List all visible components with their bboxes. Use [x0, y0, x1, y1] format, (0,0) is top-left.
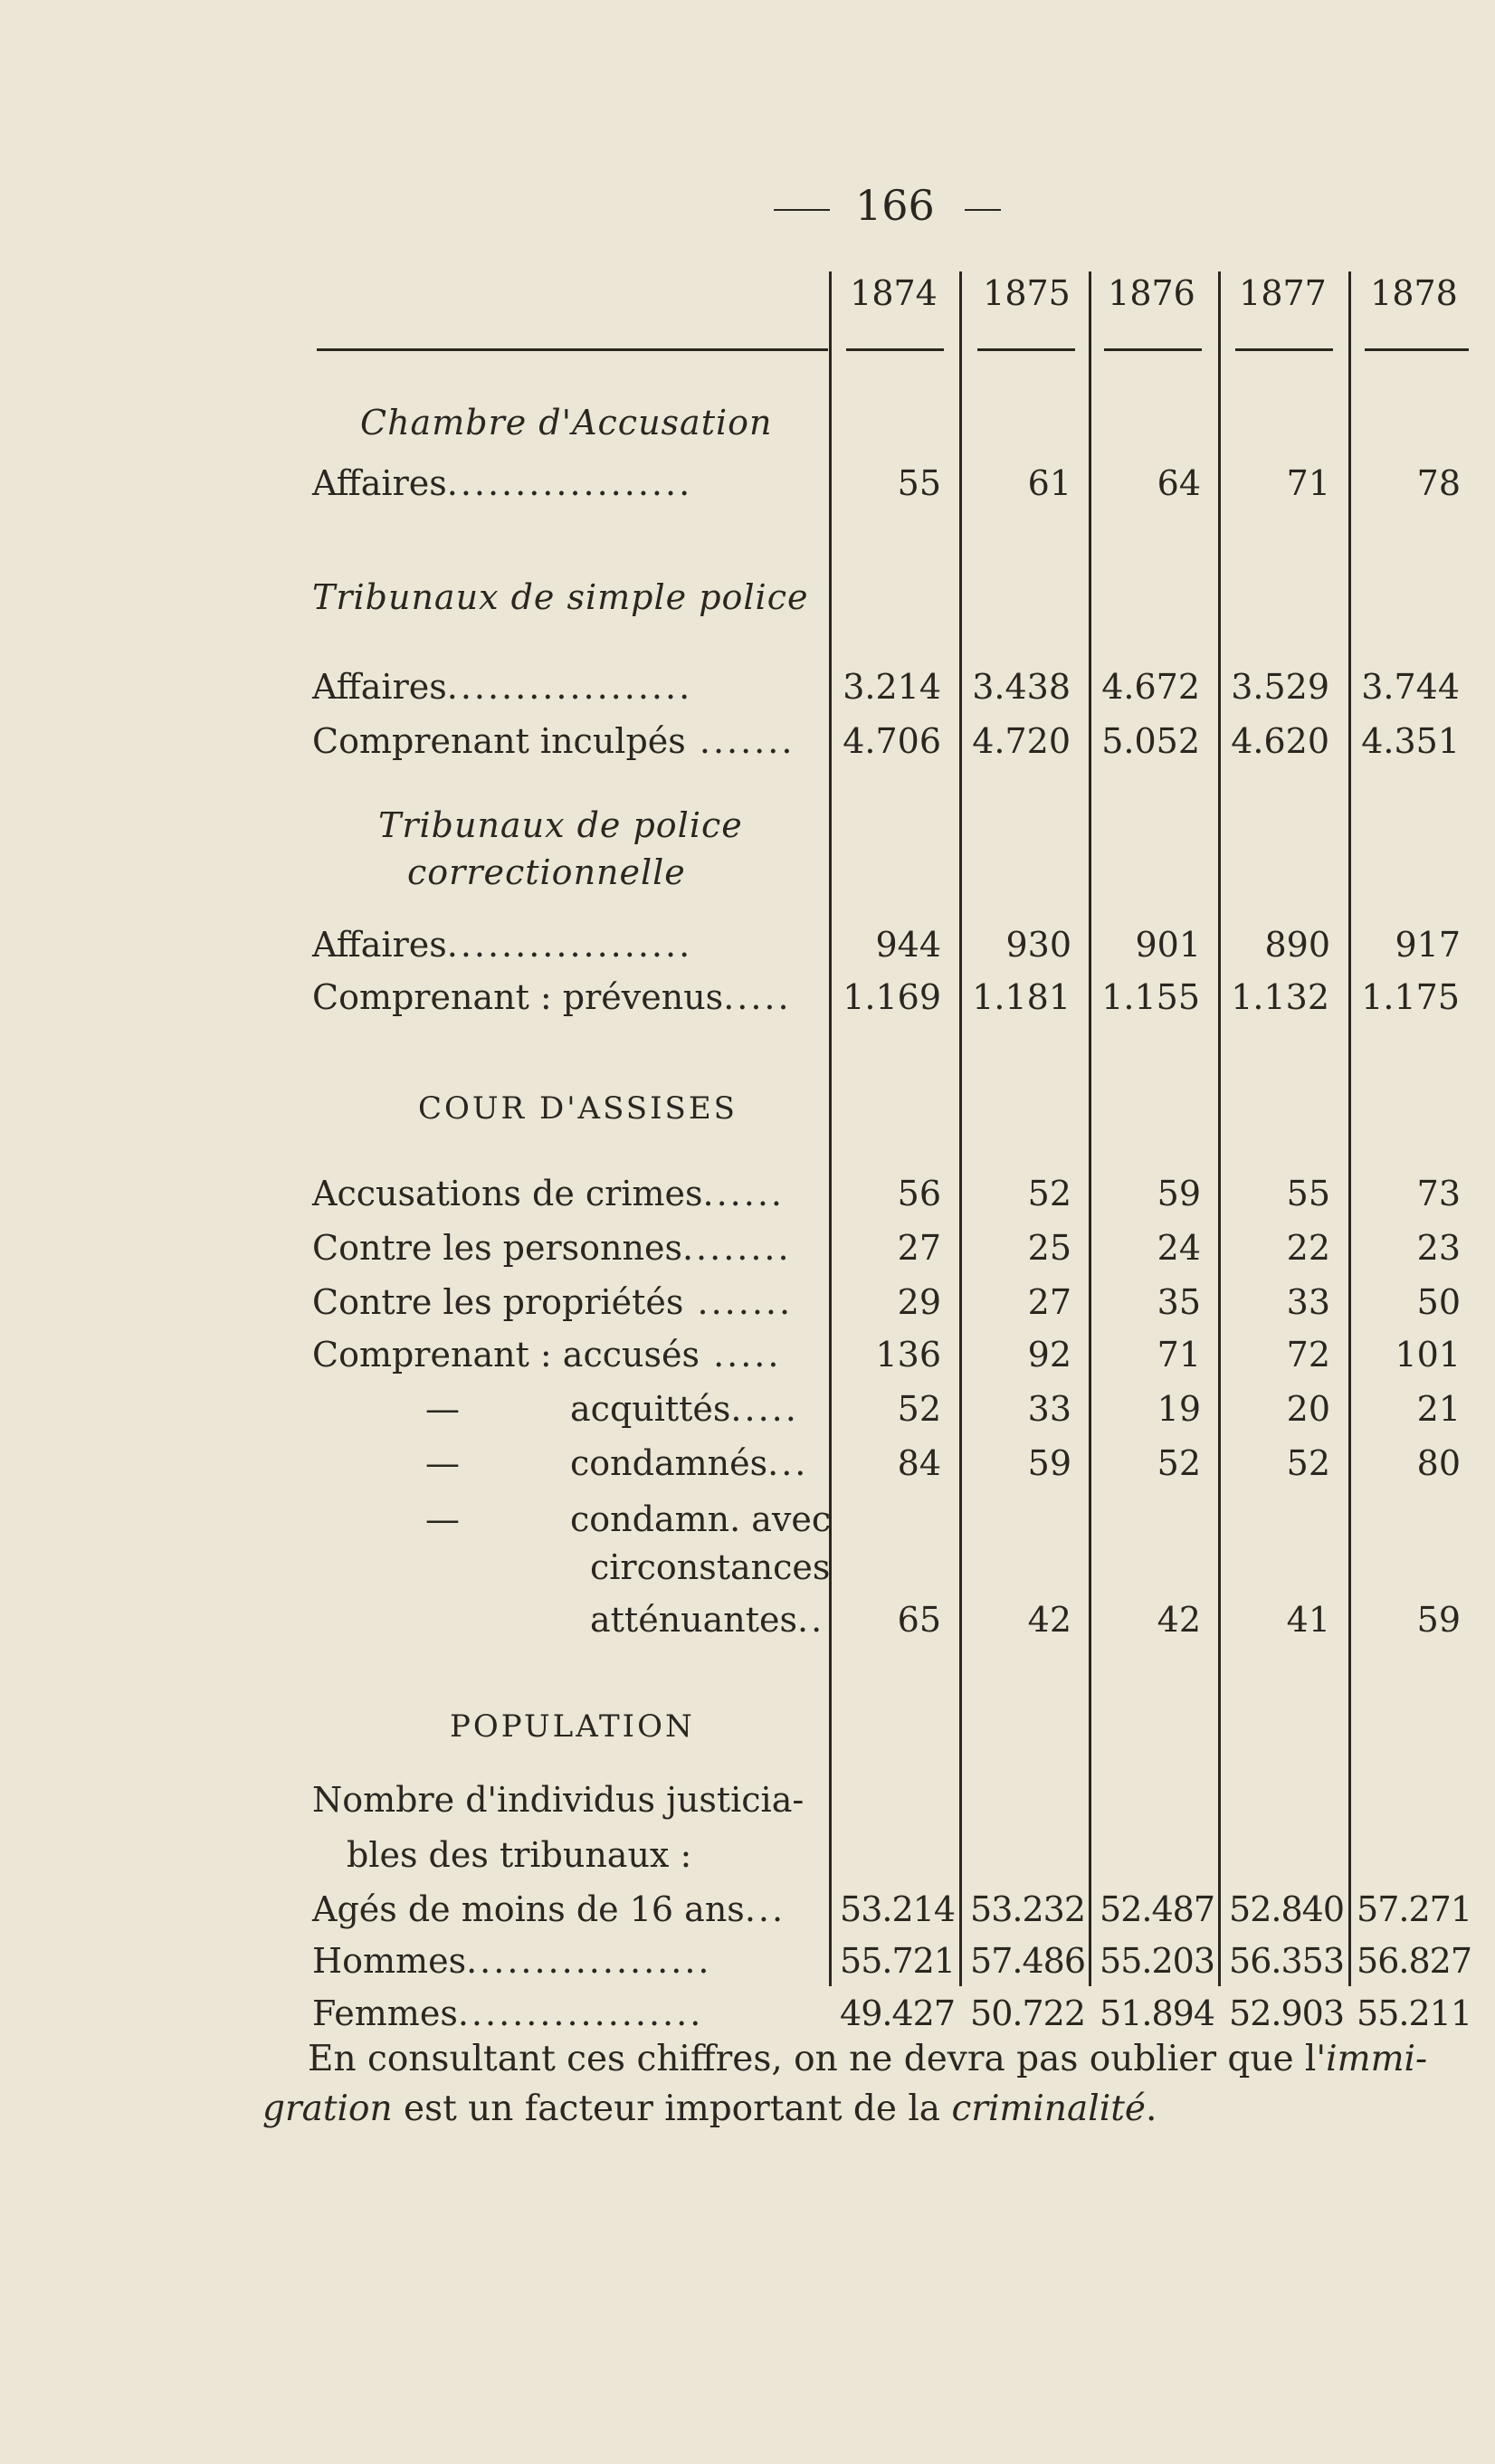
cell: 41	[1286, 1600, 1330, 1640]
ditto-dash: —	[425, 1389, 460, 1429]
cell: 3.529	[1231, 667, 1329, 707]
section-title-correctionnelle: Tribunaux de police	[378, 805, 743, 845]
cell: 1.155	[1101, 977, 1200, 1017]
cell: 24	[1157, 1228, 1201, 1268]
cell: 29	[897, 1282, 941, 1322]
cell: 27	[1027, 1282, 1071, 1322]
cell: 901	[1135, 925, 1201, 965]
row-label: Comprenant inculpés .......	[312, 721, 795, 761]
cell: 4.706	[843, 721, 941, 761]
row-label-line2: circonstances	[590, 1547, 831, 1587]
cell: 3.214	[843, 667, 941, 707]
page-number-dash-right	[965, 209, 1001, 211]
cell: 55.203	[1100, 1941, 1214, 1981]
cell: 78	[1416, 463, 1461, 503]
header-rule-1877	[1235, 348, 1333, 351]
cell: 930	[1005, 925, 1071, 965]
cell: 72	[1286, 1335, 1330, 1375]
header-rule-1878	[1365, 348, 1469, 351]
year-header-1874: 1874	[850, 273, 938, 313]
cell: 5.052	[1101, 721, 1200, 761]
cell: 61	[1027, 463, 1071, 503]
closing-note: En consultant ces chiffres, on ne devra pas oublier que l'immi- gration est un facteur important de la criminalité.	[262, 2039, 1428, 2129]
cell: 57.486	[970, 1941, 1085, 1981]
cell: 136	[875, 1335, 941, 1375]
row-label: acquittés.....	[570, 1389, 799, 1429]
cell: 49.427	[840, 1993, 955, 2033]
cell: 71	[1286, 463, 1330, 503]
cell: 56.353	[1229, 1941, 1344, 1981]
cell: 35	[1157, 1282, 1201, 1322]
cell: 65	[897, 1600, 941, 1640]
year-header-1878: 1878	[1370, 273, 1458, 313]
cell: 57.271	[1357, 1889, 1471, 1929]
row-label: Accusations de crimes......	[312, 1174, 785, 1213]
cell: 56.827	[1357, 1941, 1471, 1981]
cell: 55	[897, 463, 941, 503]
cell: 52.487	[1100, 1889, 1214, 1929]
cell: 50.722	[970, 1993, 1085, 2033]
cell: 4.720	[972, 721, 1071, 761]
cell: 84	[897, 1443, 941, 1483]
cell: 21	[1416, 1389, 1461, 1429]
column-rule-2	[959, 271, 962, 1986]
cell: 80	[1416, 1443, 1461, 1483]
row-label: Comprenant : prévenus.....	[312, 977, 792, 1017]
population-intro: Nombre d'individus justicia-	[312, 1780, 805, 1820]
cell: 4.672	[1101, 667, 1200, 707]
row-label: Femmes..................	[312, 1993, 704, 2033]
page-number-dash-left	[774, 209, 830, 211]
column-rule-1	[829, 271, 832, 1986]
cell: 42	[1157, 1600, 1201, 1640]
section-title-assises: COUR D'ASSISES	[418, 1090, 738, 1127]
cell: 101	[1395, 1335, 1461, 1375]
cell: 1.175	[1361, 977, 1460, 1017]
header-rule-label	[317, 348, 828, 351]
cell: 52	[1286, 1443, 1330, 1483]
cell: 52.903	[1229, 1993, 1344, 2033]
cell: 64	[1157, 463, 1201, 503]
cell: 890	[1264, 925, 1330, 965]
row-label-line3: atténuantes..	[590, 1600, 825, 1640]
row-label: condamn. avec	[570, 1499, 832, 1539]
column-rule-5	[1348, 271, 1351, 1986]
cell: 1.181	[972, 977, 1071, 1017]
cell: 59	[1027, 1443, 1071, 1483]
cell: 944	[875, 925, 941, 965]
cell: 55	[1286, 1174, 1330, 1213]
column-rule-3	[1089, 271, 1091, 1986]
row-label: Contre les propriétés .......	[312, 1282, 794, 1322]
header-rule-1874	[846, 348, 944, 351]
cell: 19	[1157, 1389, 1201, 1429]
cell: 73	[1416, 1174, 1461, 1213]
section-title-population: POPULATION	[450, 1708, 695, 1745]
header-rule-1876	[1104, 348, 1202, 351]
cell: 3.744	[1361, 667, 1460, 707]
cell: 4.620	[1231, 721, 1329, 761]
page-number: 166	[855, 181, 935, 230]
cell: 25	[1027, 1228, 1071, 1268]
header-rule-1875	[977, 348, 1075, 351]
cell: 50	[1416, 1282, 1461, 1322]
cell: 1.169	[843, 977, 941, 1017]
cell: 52	[1027, 1174, 1071, 1213]
cell: 52	[1157, 1443, 1201, 1483]
cell: 27	[897, 1228, 941, 1268]
cell: 56	[897, 1174, 941, 1213]
cell: 20	[1286, 1389, 1330, 1429]
row-label: Comprenant : accusés .....	[312, 1335, 782, 1375]
cell: 33	[1027, 1389, 1071, 1429]
year-header-1877: 1877	[1239, 273, 1327, 313]
cell: 53.232	[970, 1889, 1085, 1929]
row-label: Hommes..................	[312, 1941, 712, 1981]
row-label: Agés de moins de 16 ans...	[312, 1889, 786, 1929]
row-label: condamnés...	[570, 1443, 809, 1483]
cell: 917	[1395, 925, 1461, 965]
column-rule-4	[1218, 271, 1221, 1986]
cell: 55.721	[840, 1941, 955, 1981]
cell: 22	[1286, 1228, 1330, 1268]
cell: 33	[1286, 1282, 1330, 1322]
cell: 59	[1416, 1600, 1461, 1640]
row-label: Affaires..................	[312, 667, 693, 707]
row-label: Affaires..................	[312, 463, 693, 503]
cell: 52	[897, 1389, 941, 1429]
section-title-simple-police: Tribunaux de simple police	[312, 577, 809, 617]
cell: 59	[1157, 1174, 1201, 1213]
cell: 4.351	[1361, 721, 1460, 761]
population-intro-line2: bles des tribunaux :	[347, 1835, 692, 1875]
section-title-correctionnelle-line2: correctionnelle	[407, 852, 686, 892]
cell: 52.840	[1229, 1889, 1344, 1929]
year-header-1875: 1875	[983, 273, 1071, 313]
cell: 51.894	[1100, 1993, 1214, 2033]
cell: 55.211	[1357, 1993, 1471, 2033]
cell: 3.438	[972, 667, 1071, 707]
cell: 92	[1027, 1335, 1071, 1375]
row-label: Affaires..................	[312, 925, 693, 965]
cell: 71	[1157, 1335, 1201, 1375]
ditto-dash: —	[425, 1443, 460, 1483]
row-label: Contre les personnes........	[312, 1228, 792, 1268]
cell: 53.214	[840, 1889, 955, 1929]
cell: 42	[1027, 1600, 1071, 1640]
section-title-chambre: Chambre d'Accusation	[360, 403, 773, 442]
year-header-1876: 1876	[1108, 273, 1195, 313]
ditto-dash: —	[425, 1499, 460, 1539]
cell: 23	[1416, 1228, 1461, 1268]
cell: 1.132	[1231, 977, 1329, 1017]
